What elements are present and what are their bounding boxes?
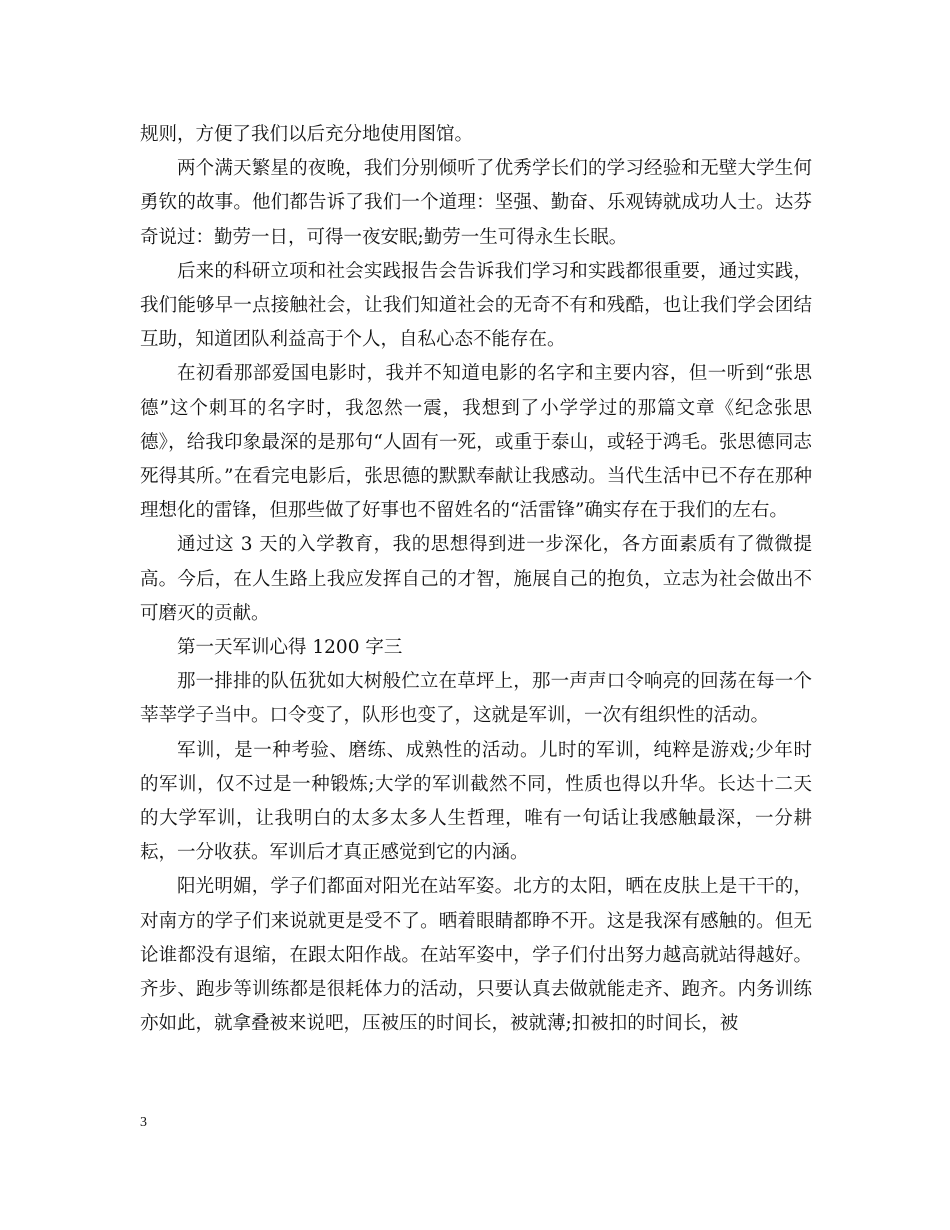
section-heading: 第一天军训心得 1200 字三 [177,637,403,659]
paragraph: 那一排排的队伍犹如大树般伫立在草坪上，那一声声口令响亮的回荡在每一个莘莘学子当中。口令变了，队形也变了，这就是军训，一次有组织性的活动。 [140,671,812,727]
paragraph: 军训，是一种考验、磨练、成熟性的活动。儿时的军训，纯粹是游戏;少年时的军训，仅不过是一种锻炼;大学的军训截然不同，性质也得以升华。长达十二天的大学军训，让我明白的太多太多人生哲理，唯有一句话让我感触最深，一分耕耘，一分收获。军训后才真正感觉到它的内涵。 [140,739,812,864]
paragraph: 在初看那部爱国电影时，我并不知道电影的名字和主要内容，但一听到“张思德”这个刺耳的名字时，我忽然一震，我想到了小学学过的那篇文章《纪念张思德》，给我印象最深的是那句“人固有一死，或重于泰山，或轻于鸿毛。张思德同志死得其所。”在看完电影后，张思德的默默奉献让我感动。当代生活中已不存在那种理想化的雷锋，但那些做了好事也不留姓名的“活雷锋”确实存在于我们的左右。 [140,363,812,522]
page-number: 3 [140,1115,147,1130]
paragraph: 通过这 3 天的入学教育，我的思想得到进一步深化，各方面素质有了微微提高。今后，在人生路上我应发挥自己的才智，施展自己的抱负，立志为社会做出不可磨灭的贡献。 [140,534,812,624]
paragraph: 后来的科研立项和社会实践报告会告诉我们学习和实践都很重要，通过实践，我们能够早一点接触社会，让我们知道社会的无奇不有和残酷，也让我们学会团结互助，知道团队利益高于个人，自私心态不能存在。 [140,260,812,351]
document-body [140,118,812,1041]
paragraph: 两个满天繁星的夜晚，我们分别倾听了优秀学长们的学习经验和无壁大学生何勇钦的故事。他们都告诉了我们一个道理：坚强、勤奋、乐观铸就成功人士。达芬奇说过：勤劳一日，可得一夜安眠;勤劳一生可得永生长眠。 [140,158,812,248]
paragraph-continuation: 规则，方便了我们以后充分地使用图馆。 [140,124,474,145]
paragraph: 阳光明媚，学子们都面对阳光在站军姿。北方的太阳，晒在皮肤上是干干的，对南方的学子们来说就更是受不了。晒着眼睛都睁不开。这是我深有感触的。但无论谁都没有退缩，在跟太阳作战。在站军姿中，学子们付出努力越高就站得越好。齐步、跑步等训练都是很耗体力的活动，只要认真去做就能走齐、跑齐。内务训练亦如此，就拿叠被来说吧，压被压的时间长，被就薄;扣被扣的时间长，被 [140,876,812,1035]
